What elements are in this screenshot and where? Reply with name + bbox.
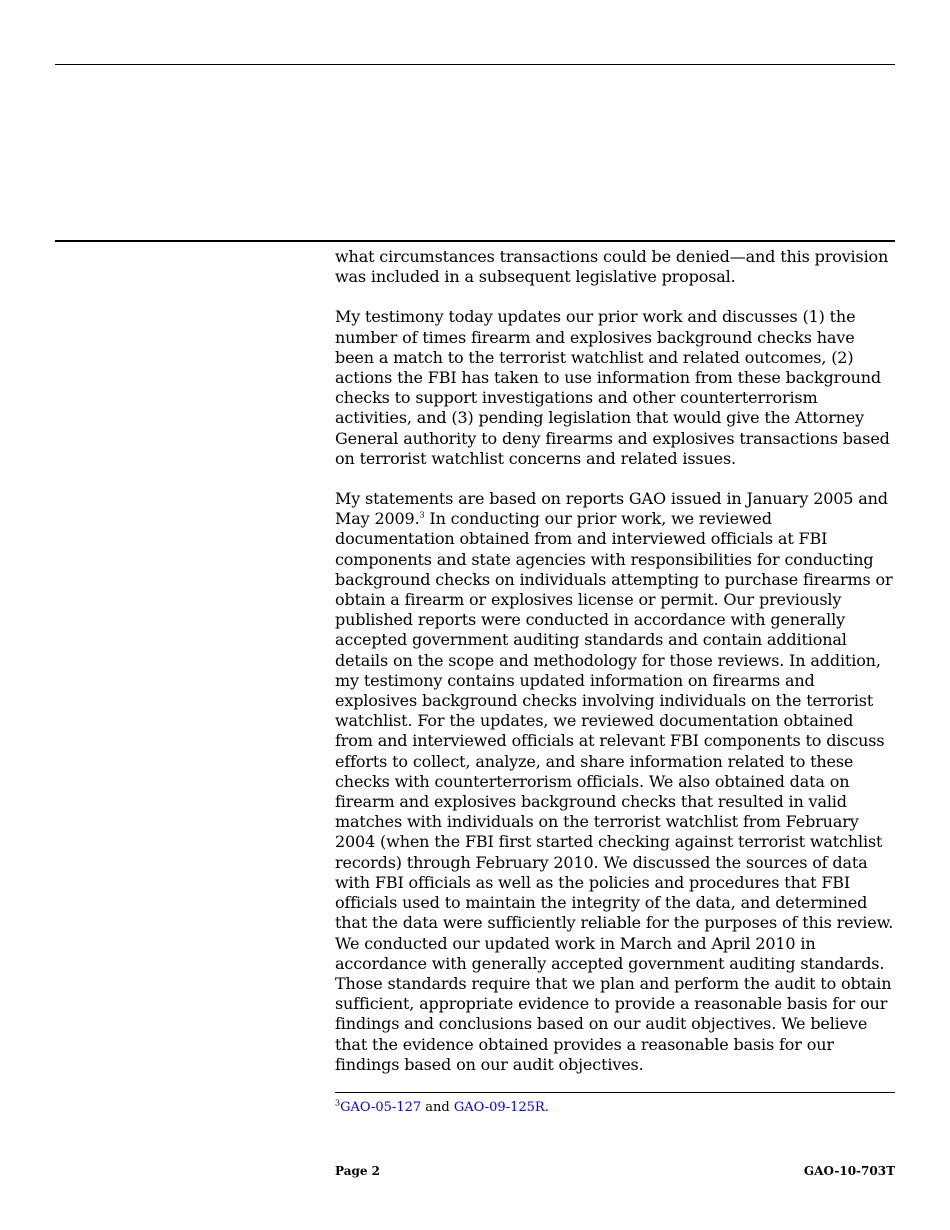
gao-05-127-link[interactable]: GAO-05-127 (340, 1100, 422, 1115)
gao-09-125r-link[interactable]: GAO-09-125R (453, 1100, 545, 1115)
paragraph-3-rest: In conducting our prior work, we reviewed documentation obtained from and interviewed officials at FBI components and state agencies with responsibilities for conducting background checks on individuals attempting to purchase firearms or obtain a firearm or explosives license or permit. Our previously published reports were conducted in accordance with generally accepted government auditing standards and contain additional details on the scope and methodology for those reviews. In addition, my testimony contains updated information on firearms and explosives background checks involving individuals on the terrorist watchlist. For the updates, we reviewed documentation obtained from and interviewed officials at relevant FBI components to discuss efforts to collect, analyze, and share information related to these checks with counterterrorism officials. We also obtained data on firearm and explosives background checks that resulted in valid matches with individuals on the terrorist watchlist from February 2004 (when the FBI first started checking against terrorist watchlist records) through February 2010. We discussed the sources of data with FBI officials as well as the policies and procedures that FBI officials used to maintain the integrity of the data, and determined that the data were sufficiently reliable for the purposes of this review. We conducted our updated work in March and April 2010 in accordance with generally accepted government auditing standards. Those standards require that we plan and perform the audit to obtain sufficient, appropriate evidence to provide a reasonable basis for our findings and conclusions based on our audit objectives. We believe that the evidence obtained provides a reasonable basis for our findings based on our audit objectives. (335, 509, 894, 1074)
footnote-and: and (421, 1100, 454, 1115)
footnote-period: . (544, 1100, 549, 1115)
body-text (335, 247, 895, 1095)
paragraph-3-lead: My statements are based on reports GAO issued in January 2005 and May 2009. (335, 489, 888, 529)
footnote-rule (335, 1092, 895, 1093)
header-rule (55, 64, 895, 65)
page-number: Page 2 (335, 1164, 381, 1178)
footnote-marker: 3 (335, 1098, 341, 1108)
report-number: GAO-10-703T (803, 1164, 895, 1178)
paragraph-3 (335, 489, 895, 1075)
paragraph-1: what circumstances transactions could be denied—and this provision was included in a subsequent legislative proposal. (335, 247, 889, 287)
paragraph-2: My testimony today updates our prior work and discusses (1) the number of times firearm and explosives background checks have been a match to the terrorist watchlist and related outcomes, (2) actions the FBI has taken to use information from these background checks to support investigations and other counterterrorism activities, and (3) pending legislation that would give the Attorney General authority to deny firearms and explosives transactions based on terrorist watchlist concerns and related issues. (335, 307, 890, 468)
section-rule (55, 240, 895, 242)
footnote (335, 1100, 895, 1116)
footnote-reference[interactable]: 3 (419, 510, 425, 520)
